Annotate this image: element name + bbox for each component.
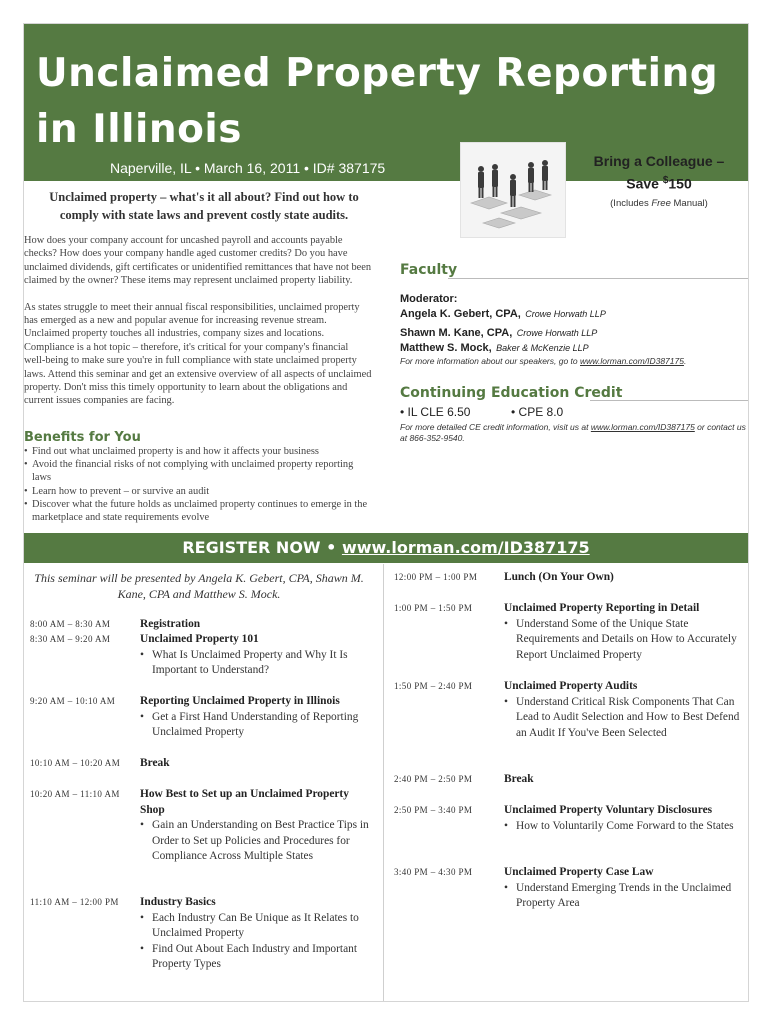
agenda-title: Unclaimed Property Voluntary Disclosures: [504, 804, 713, 816]
credit-info-link[interactable]: www.lorman.com/ID387175: [590, 422, 695, 432]
tagline: Unclaimed property – what's it all about? Find out how to comply with state laws and prevent costly state audits.: [49, 190, 359, 222]
cpe-credit: • CPE 8.0: [511, 405, 564, 419]
agenda-time: 8:00 AM – 8:30 AM: [30, 619, 111, 629]
agenda-time: 10:10 AM – 10:20 AM: [30, 758, 121, 768]
bring-colleague-offer: [569, 152, 749, 209]
agenda-time: 9:20 AM – 10:10 AM: [30, 696, 116, 706]
agenda-bullet: • How to Voluntarily Come Forward to the States: [504, 819, 746, 835]
business-people-illustration: [460, 142, 566, 238]
intro-text: [24, 234, 372, 421]
faculty-member: [400, 338, 589, 356]
save-label: Save: [626, 175, 663, 192]
moderator-label-text: Moderator:: [400, 293, 458, 305]
agenda-time: 12:00 PM – 1:00 PM: [394, 572, 478, 582]
faculty-org: Crowe Horwath LLP: [525, 309, 606, 319]
offer-note-pre: (Includes: [610, 197, 652, 209]
presenters-note: This seminar will be presented by Angela K. Gebert, CPA, Shawn M. Kane, CPA and Matthew S. Mock.: [34, 571, 364, 601]
register-label: REGISTER NOW •: [182, 538, 342, 557]
agenda-title: Registration: [140, 618, 201, 630]
benefit-item: • Find out what unclaimed property is and how it affects your business: [24, 445, 374, 458]
agenda-time: 3:40 PM – 4:30 PM: [394, 867, 473, 877]
speaker-note-end: .: [683, 356, 687, 366]
benefit-item: • Avoid the financial risks of not complying with unclaimed property reporting laws: [24, 458, 374, 484]
offer-note-free: Free: [651, 197, 671, 209]
speaker-note-text: For more information about our speakers, go to: [400, 356, 581, 366]
agenda-title: Unclaimed Property Reporting in Detail: [504, 602, 700, 614]
save-amount: 150: [668, 175, 692, 192]
credit-note-text: For more detailed CE credit information, visit us at: [400, 422, 591, 432]
offer-note: [569, 198, 749, 209]
agenda-title: Reporting Unclaimed Property in Illinois: [140, 695, 340, 707]
agenda-title: Break: [140, 757, 170, 769]
benefit-item: • Discover what the future holds as unclaimed property continues to emerge in the marketplace and state requirements evolve: [24, 498, 374, 524]
faculty-org: Baker & McKenzie LLP: [496, 343, 589, 353]
agenda-time: 2:40 PM – 2:50 PM: [394, 774, 473, 784]
offer-heading: Bring a Colleague –: [593, 153, 725, 169]
faculty-divider: [448, 278, 748, 279]
faculty-name: Angela K. Gebert, CPA,: [400, 308, 521, 320]
agenda-time: 10:20 AM – 11:10 AM: [30, 789, 120, 799]
title-line-2: in Illinois: [36, 107, 242, 152]
agenda-time: 1:00 PM – 1:50 PM: [394, 603, 473, 613]
faculty-name: Matthew S. Mock,: [400, 342, 492, 354]
agenda-bullet: • Find Out About Each Industry and Important Property Types: [140, 942, 376, 973]
register-banner[interactable]: [24, 533, 748, 563]
offer-savings: [569, 171, 749, 194]
title-line-1: Unclaimed Property Reporting: [36, 51, 719, 96]
faculty-heading: Faculty: [400, 262, 458, 278]
page-title: [36, 46, 736, 158]
faculty-name: Shawn M. Kane, CPA,: [400, 327, 513, 339]
agenda-bullet: • Understand Emerging Trends in the Unclaimed Property Area: [504, 881, 746, 912]
agenda-title: Industry Basics: [140, 896, 216, 908]
agenda-title: How Best to Set up an Unclaimed Property Shop: [140, 788, 349, 816]
register-link[interactable]: www.lorman.com/ID387175: [341, 538, 590, 557]
dollar-sign: $: [662, 175, 669, 186]
agenda-time: 8:30 AM – 9:20 AM: [30, 634, 111, 644]
agenda-column-divider: [383, 564, 384, 1001]
event-meta: Naperville, IL • March 16, 2011 • ID# 387175: [110, 160, 386, 176]
agenda-bullet: • Gain an Understanding on Best Practice Tips in Order to Set up Policies and Procedures for Compliance Across Multiple States: [140, 818, 376, 865]
agenda-time: 2:50 PM – 3:40 PM: [394, 805, 473, 815]
intro-paragraph: How does your company account for uncashed payroll and accounts payable checks? How does your company handle aged customer credits? Do you have unclaimed dividends, gift certificates or unidentified remittances that have not been claimed by the owner? These items may represent unclaimed property liability.: [24, 235, 372, 287]
speaker-info-link[interactable]: www.lorman.com/ID387175: [580, 356, 684, 366]
credit-note-end: or contact us at 866-352-9540.: [400, 422, 746, 443]
credit-heading: Continuing Education Credit: [400, 385, 623, 401]
agenda-bullet: • Each Industry Can Be Unique as It Relates to Unclaimed Property: [140, 911, 376, 942]
agenda-title: Unclaimed Property Audits: [504, 680, 638, 692]
agenda-bullet: • Understand Critical Risk Components That Can Lead to Audit Selection and How to Best Defend an Audit If You've Been Selected: [504, 695, 746, 742]
benefits-heading: Benefits for You: [24, 430, 141, 445]
offer-note-post: Manual): [670, 197, 708, 209]
puzzle-people-icon: [461, 143, 565, 237]
faculty-org: Crowe Horwath LLP: [516, 328, 598, 338]
speaker-info-note: [400, 356, 748, 367]
benefit-item: • Learn how to prevent – or survive an audit: [24, 485, 374, 498]
agenda-bullet: • What Is Unclaimed Property and Why It Is Important to Understand?: [140, 648, 376, 679]
agenda-time: 1:50 PM – 2:40 PM: [394, 681, 473, 691]
agenda-title: Lunch (On Your Own): [504, 571, 614, 583]
credit-divider: [590, 400, 748, 401]
intro-paragraph: As states struggle to meet their annual fiscal responsibilities, unclaimed property has emerged as a new and popular avenue for increasing revenue stream. Unclaimed property touches all industries, company sizes and locations. Compliance is a hot topic – therefore, it's critical for your company's financial well-being to make sure you're in full compliance with state unclaimed property laws. Attend this seminar and get an extensive overview of all aspects of unclaimed property. Don't miss this timely opportunity to learn about the obligations and current issues companies are facing.: [24, 301, 372, 407]
agenda-bullet: • Get a First Hand Understanding of Reporting Unclaimed Property: [140, 710, 376, 741]
agenda-time: 11:10 AM – 12:00 PM: [30, 897, 119, 907]
agenda-title: Break: [504, 773, 534, 785]
agenda-title: Unclaimed Property 101: [140, 633, 259, 645]
brochure-page: [23, 23, 749, 1002]
il-cle-credit: • IL CLE 6.50: [400, 405, 471, 419]
agenda-title: Unclaimed Property Case Law: [504, 866, 654, 878]
benefits-list: [24, 445, 374, 524]
faculty-member: [400, 304, 606, 322]
agenda-bullet: • Understand Some of the Unique State Requirements and Details on How to Accurately Report Unclaimed Property: [504, 617, 746, 664]
credit-info-note: [400, 422, 748, 444]
